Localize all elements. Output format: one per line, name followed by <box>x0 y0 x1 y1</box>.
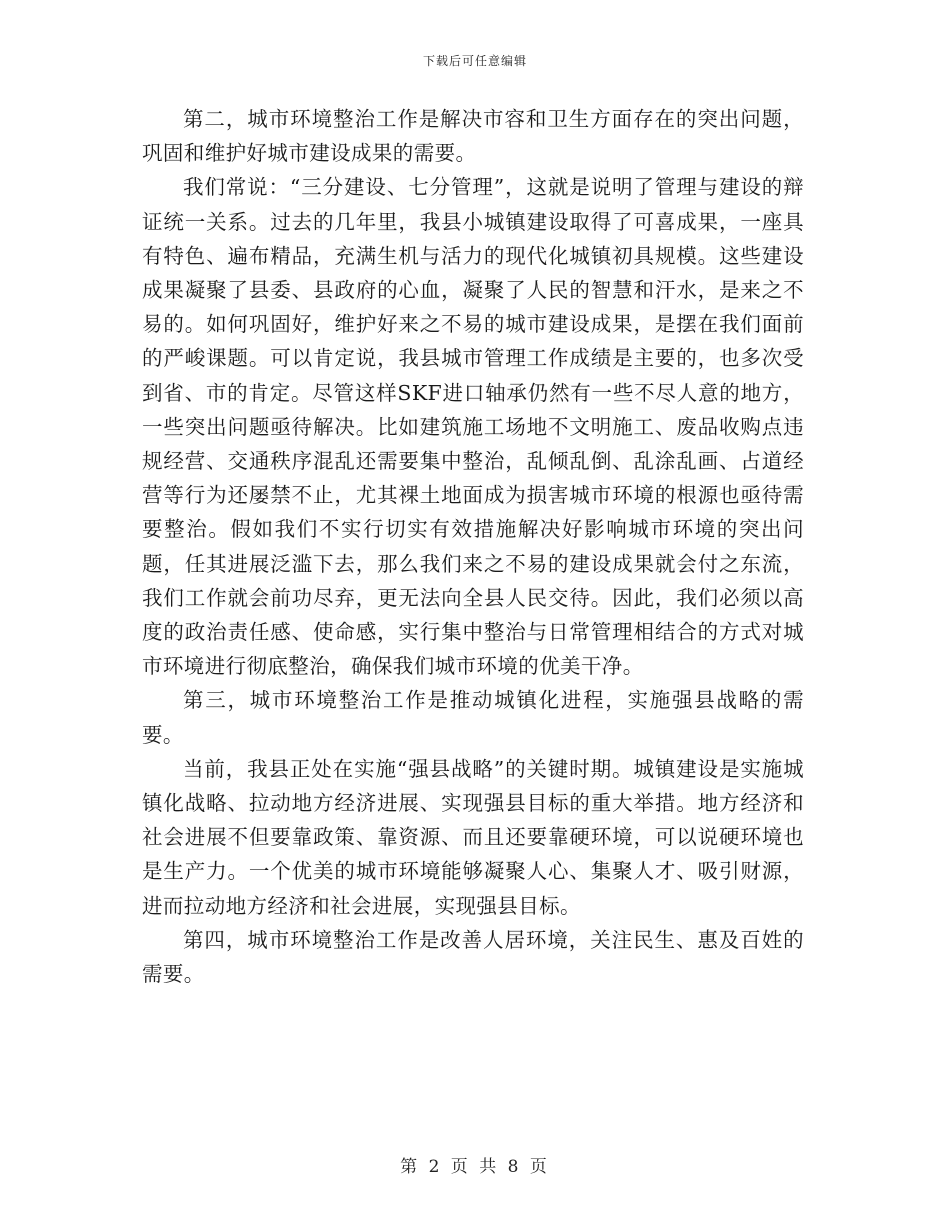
paragraph-fourth-point: 第四，城市环境整治工作是改善人居环境，关注民生、惠及百姓的需要。 <box>142 927 804 987</box>
page-header-note: 下载后可任意编辑 <box>422 54 527 68</box>
paragraph-second-point: 第二，城市环境整治工作是解决市容和卫生方面存在的突出问题，巩固和维护好城市建设成果的需要。 <box>142 107 804 166</box>
page-number: 第 2 页 共 8 页 <box>400 1157 550 1177</box>
paragraph-third-point: 第三，城市环境整治工作是推动城镇化进程，实施强县战略的需要。 <box>142 688 804 747</box>
paragraph-strong-county-strategy: 当前，我县正处在实施“强县战略”的关键时期。城镇建设是实施城镇化战略、拉动地方经济进展、实现强县目标的重大举措。地方经济和社会进展不但要靠政策、靠资源、而且还要靠硬环境，可以说硬环境也是生产力。一个优美的城市环境能够凝聚人心、集聚人才、吸引财源，进而拉动地方经济和社会进展，实现强县目标。 <box>142 756 804 918</box>
document-body <box>142 102 804 991</box>
paragraph-management-discussion: 我们常说：“三分建设、七分管理”，这就是说明了管理与建设的辩证统一关系。过去的几年里，我县小城镇建设取得了可喜成果，一座具有特色、遍布精品，充满生机与活力的现代化城镇初具规模。这些建设成果凝聚了县委、县政府的心血，凝聚了人民的智慧和汗水，是来之不易的。如何巩固好，维护好来之不易的城市建设成果，是摆在我们面前的严峻课题。可以肯定说，我县城市管理工作成绩是主要的，也多次受到省、市的肯定。尽管这样SKF进口轴承仍然有一些不尽人意的地方，一些突出问题亟待解决。比如建筑施工场地不文明施工、废品收购点违规经营、交通秩序混乱还需要集中整治，乱倾乱倒、乱涂乱画、占道经营等行为还屡禁不止，尤其裸土地面成为损害城市环境的根源也亟待需要整治。假如我们不实行切实有效措施解决好影响城市环境的突出问题，任其进展泛滥下去，那么我们来之不易的建设成果就会付之东流，我们工作就会前功尽弃，更无法向全县人民交待。因此，我们必须以高度的政治责任感、使命感，实行集中整治与日常管理相结合的方式对城市环境进行彻底整治，确保我们城市环境的优美干净。 <box>142 175 804 679</box>
